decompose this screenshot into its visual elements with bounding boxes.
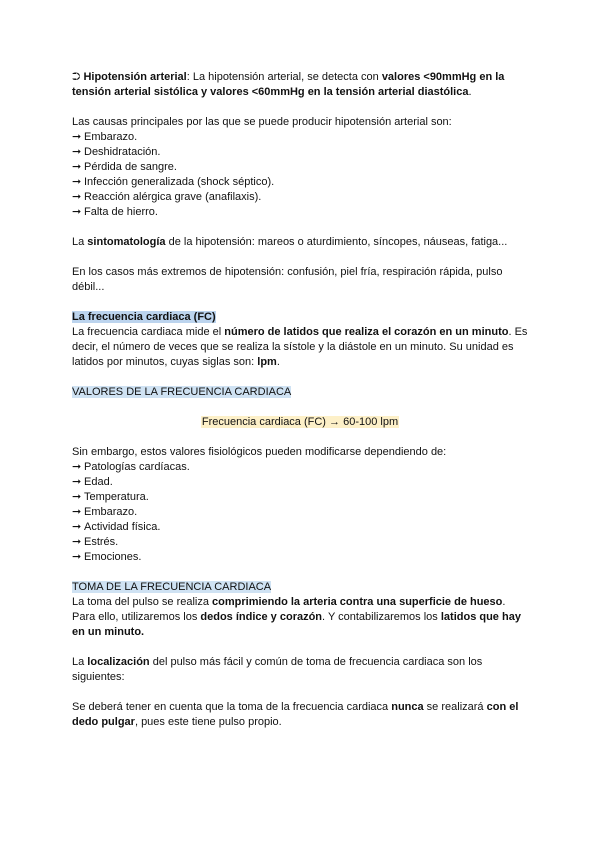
list-item: ➞ Actividad física. [72, 521, 161, 533]
list-item: ➞ Emociones. [72, 551, 142, 563]
arrow-icon: ➞ [72, 176, 82, 188]
arrow-icon: ➞ [72, 461, 82, 473]
arrow-icon: ➞ [72, 476, 82, 488]
list-item: ➞ Infección generalizada (shock séptico). [72, 176, 275, 188]
hipotension-intro: ⮊ Hipotensión arterial: La hipotensión arterial, se detecta con valores <90mmHg en la tensión arterial sistólica y valores <60mmHg en la tensión arterial diastólica. [72, 71, 505, 98]
localizacion-paragraph: La localización del pulso más fácil y común de toma de frecuencia cardiaca son los siguientes: [72, 656, 483, 683]
list-item: ➞ Reacción alérgica grave (anafilaxis). [72, 191, 262, 203]
causes-list [72, 130, 528, 220]
list-item: ➞ Deshidratación. [72, 146, 161, 158]
arrow-icon: ➞ [72, 536, 82, 548]
arrow-icon: ➞ [72, 491, 82, 503]
list-item: ➞ Falta de hierro. [72, 206, 158, 218]
fc-heading: La frecuencia cardiaca (FC) [72, 311, 216, 323]
arrow-icon: ➞ [72, 506, 82, 518]
arrow-icon: ➞ [72, 161, 82, 173]
causes-heading: Las causas principales por las que se puede producir hipotensión arterial son: [72, 116, 452, 128]
modifiers-heading: Sin embargo, estos valores fisiológicos pueden modificarse dependiendo de: [72, 446, 447, 458]
symptoms-paragraph: La sintomatología de la hipotensión: mareos o aturdimiento, síncopes, náuseas, fatiga... [72, 236, 508, 248]
toma-paragraph: La toma del pulso se realiza comprimiendo la arteria contra una superficie de hueso. Para ello, utilizaremos los dedos índice y corazón. Y contabilizaremos los latidos que hay en un minuto. [72, 596, 521, 638]
list-item: ➞ Temperatura. [72, 491, 149, 503]
fc-formula: Frecuencia cardiaca (FC) → 60-100 lpm [201, 416, 399, 428]
arrow-icon: ➞ [72, 521, 82, 533]
arrow-icon: ➞ [72, 131, 82, 143]
list-item: ➞ Embarazo. [72, 506, 138, 518]
arrow-icon: ➞ [72, 206, 82, 218]
hipotension-title: Hipotensión arterial [83, 71, 187, 83]
pulgar-paragraph: Se deberá tener en cuenta que la toma de la frecuencia cardiaca nunca se realizará con el dedo pulgar, pues este tiene pulso propio. [72, 701, 519, 728]
toma-heading: TOMA DE LA FRECUENCIA CARDIACA [72, 581, 272, 593]
list-item: ➞ Patologías cardíacas. [72, 461, 190, 473]
arrow-icon: ➞ [72, 146, 82, 158]
list-item: ➞ Edad. [72, 476, 113, 488]
modifiers-list [72, 460, 528, 565]
fc-definition: La frecuencia cardiaca mide el número de latidos que realiza el corazón en un minuto. Es decir, el número de veces que se realiza la sístole y la diástole en un minuto. Su unidad es latidos por minutos, cuyas siglas son: lpm. [72, 326, 528, 368]
extreme-cases-paragraph: En los casos más extremos de hipotensión: confusión, piel fría, respiración rápida, pulso débil... [72, 266, 503, 293]
list-item: ➞ Estrés. [72, 536, 119, 548]
arrow-icon: ➞ [72, 551, 82, 563]
arrow-icon: ➞ [72, 191, 82, 203]
list-item: ➞ Embarazo. [72, 131, 138, 143]
fc-values-heading: VALORES DE LA FRECUENCIA CARDIACA [72, 386, 292, 398]
arrow-bullet-icon: ⮊ [72, 71, 81, 83]
list-item: ➞ Pérdida de sangre. [72, 161, 177, 173]
